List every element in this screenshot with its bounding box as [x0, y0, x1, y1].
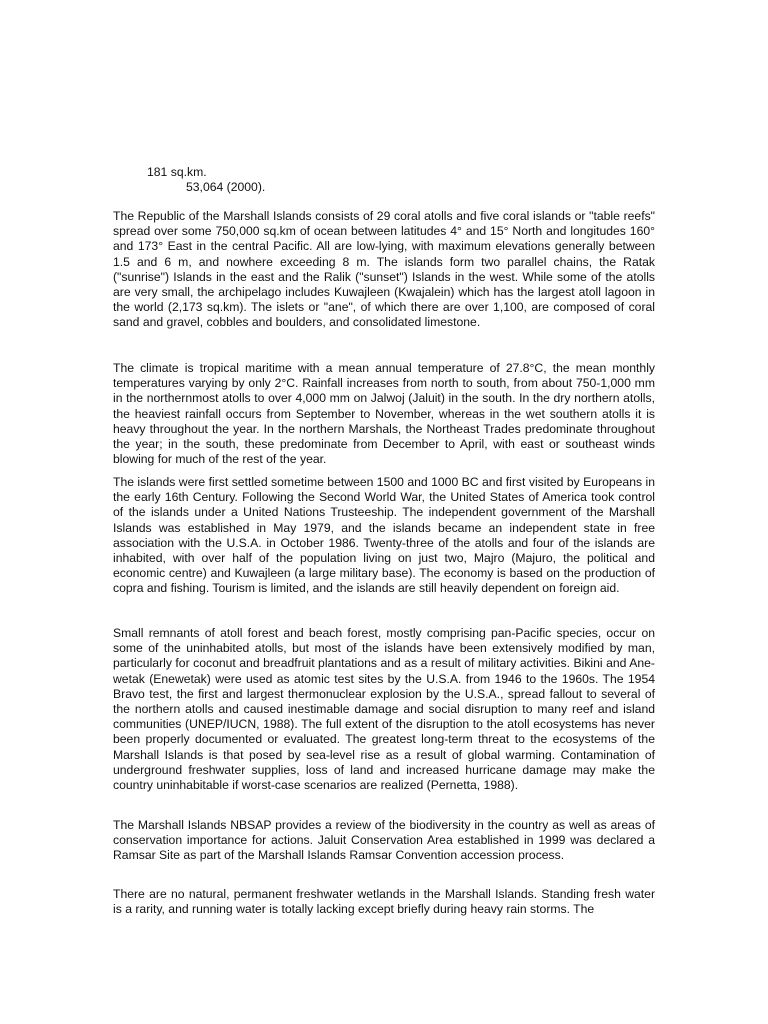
- paragraph-history: The islands were first settled sometime between 1500 and 1000 BC and first visited by Europeans in the early 16th Century. Following the Second World War, the United States of America took control of the islands under a United Nations Trusteeship. The independent government of the Marshall Islands was established in May 1979, and the islands became an independent state in free association with the U.S.A. in October 1986. Twenty-three of the atolls and four of the islands are inhabited, with over half of the population living on just two, Majro (Majuro, the political and economic centre) and Kuwajleen (a large military base). The economy is based on the production of copra and fishing. Tourism is limited, and the islands are still heavily dependent on foreign aid.: [113, 475, 655, 596]
- paragraph-geography: The Republic of the Marshall Islands consists of 29 coral atolls and five coral islands or "table reefs" spread over some 750,000 sq.km of ocean between latitudes 4° and 15° North and longitudes 160° and 173° East in the central Pacific. All are low-lying, with maximum elevations generally between 1.5 and 6 m, and nowhere exceeding 8 m. The islands form two parallel chains, the Ratak ("sunrise") Islands in the east and the Ralik ("sunset") Islands in the west. While some of the atolls are very small, the archipelago includes Kuwajleen (Kwajalein) which has the largest atoll lagoon in the world (2,173 sq.km). The islets or "ane", of which there are over 1,100, are composed of coral sand and gravel, cobbles and boulders, and consolidated limestone.: [113, 209, 655, 330]
- population-value: 53,064 (2000).: [186, 180, 266, 194]
- paragraph-climate: The climate is tropical maritime with a mean annual temperature of 27.8°C, the mean monthly temperatures varying by only 2°C. Rainfall increases from north to south, from about 750-1,000 mm in the northernmost atolls to over 4,000 mm on Jalwoj (Jaluit) in the south. In the dry northern atolls, the heaviest rainfall occurs from September to November, whereas in the wet southern atolls it is heavy throughout the year. In the northern Marshals, the Northeast Trades predominate throughout the year; in the south, these predominate from December to April, with east or southeast winds blowing for much of the rest of the year.: [113, 361, 655, 467]
- paragraph-conservation: The Marshall Islands NBSAP provides a review of the biodiversity in the country as well as areas of conservation importance for actions. Jaluit Conservation Area established in 1999 was declared a Ramsar Site as part of the Marshall Islands Ramsar Convention accession process.: [113, 818, 655, 863]
- area-value: 181 sq.km.: [147, 165, 207, 179]
- paragraph-ecology: Small remnants of atoll forest and beach forest, mostly comprising pan-Pacific species, occur on some of the uninhabited atolls, but most of the islands have been extensively modified by man, particularly for coconut and breadfruit plantations and as a result of military activities. Bikini and Ane-wetak (Enewetak) were used as atomic test sites by the U.S.A. from 1946 to the 1960s. The 1954 Bravo test, the first and largest thermonuclear explosion by the U.S.A., spread fallout to several of the northern atolls and caused inestimable damage and social disruption to many reef and island communities (UNEP/IUCN, 1988). The full extent of the disruption to the atoll ecosystems has never been properly documented or evaluated. The greatest long-term threat to the ecosystems of the Marshall Islands is that posed by sea-level rise as a result of global warming. Contamination of underground freshwater supplies, loss of land and increased hurricane damage may make the country uninhabitable if worst-case scenarios are realized (Pernetta, 1988).: [113, 626, 655, 793]
- paragraph-wetlands: There are no natural, permanent freshwater wetlands in the Marshall Islands. Standing fresh water is a rarity, and running water is totally lacking except briefly during heavy rain storms. The: [113, 887, 655, 917]
